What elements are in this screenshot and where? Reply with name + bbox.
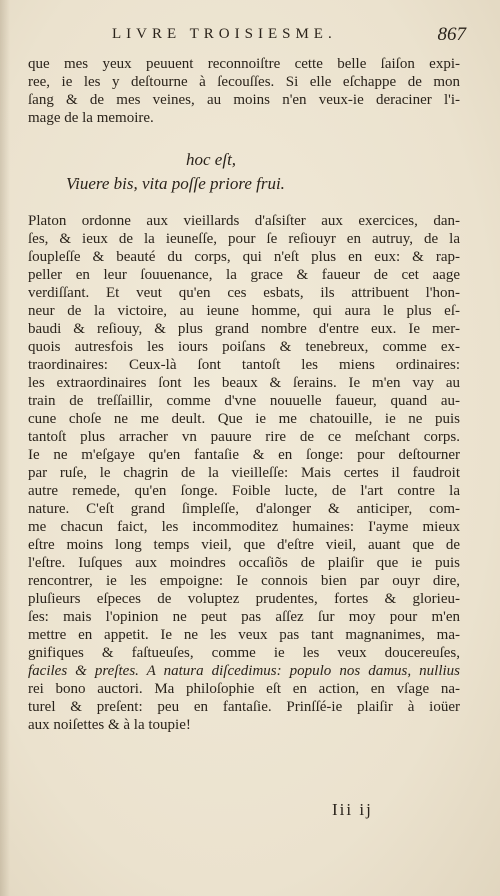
text-line: peller en leur ſouuenance, la grace & faueur de cet aage: [28, 267, 460, 283]
text-line: mage de la memoire.: [28, 110, 154, 126]
text-line: rencontrer, ie les empoigne: Ie connois bien par ouyr dire,: [28, 573, 460, 589]
page-number: 867: [437, 24, 466, 45]
quote-line: Viuere bis, vita poſſe priore frui.: [66, 174, 285, 193]
text-line: train de treſſaillir, comme d'vne nouuelle faueur, quand au-: [28, 393, 460, 409]
text-line: mettre en appetit. Ie ne les veux pas tant magnanimes, ma-: [28, 627, 460, 643]
text-line: verdiſſant. Et veut qu'en ces esbats, ils attribuent l'hon-: [28, 285, 460, 301]
page-header: [0, 26, 500, 52]
text-line: pluſieurs eſpeces de voluptez prudentes, fortes & glorieu-: [28, 591, 460, 607]
text-line: l'eſtre. Iuſques aux moindres occaſiõs de plaiſir que ie puis: [28, 555, 460, 571]
signature-mark: Iii ij: [332, 800, 373, 819]
text-line: Ie ne m'eſgaye qu'en fantaſie & en ſonge: pour deſtourner: [28, 447, 460, 463]
text-line: ſes, & ieux de la ieuneſſe, pour ſe reſiouyr en autruy, de la: [28, 231, 460, 247]
text-line: autre remede, qu'en ſonge. Foible lucte, de l'art contre la: [28, 483, 460, 499]
text-line: que mes yeux peuuent reconnoiſtre cette belle ſaiſon expi-: [28, 56, 460, 72]
text-line: aux noiſettes & à la toupie!: [28, 717, 191, 733]
running-head: LIVRE TROISIESME.: [112, 26, 337, 42]
text-line: gnifiques & faſtueuſes, comme ie les veux doucereuſes,: [28, 645, 460, 661]
text-line: ſes: mais l'opinion ne peut pas aſſez ſur moy pour m'en: [28, 609, 460, 625]
text-line: ree, ie les y deſtourne à ſecouſſes. Si elle eſchappe de mon: [28, 74, 460, 90]
gutter-shadow: [0, 0, 10, 896]
text-line: traordinaires: Ceux-là ſont tantoſt les miens ordinaires:: [28, 357, 460, 373]
quote-line: hoc eſt,: [186, 150, 237, 169]
text-line: baudi & reſiouy, & plus grand nombre d'entre eux. Ie mer-: [28, 321, 460, 337]
text-line: ſoupleſſe & beauté du corps, qui n'eſt plus en eux: & rap-: [28, 249, 460, 265]
text-line: faciles & preſtes. A natura diſcedimus: populo nos damus, nullius: [28, 663, 460, 679]
text-line: quois autresfois les iours poiſans & tenebreux, comme ex-: [28, 339, 460, 355]
text-line: rei bono auctori. Ma philoſophie eſt en action, en vſage na-: [28, 681, 460, 697]
text-line: les extraordinaires ſont les beaux & ſerains. Ie m'en vay au: [28, 375, 460, 391]
text-line: neur de la victoire, au ieune homme, qui aura le plus eſ-: [28, 303, 460, 319]
text-line: turel & preſent: peu en fantaſie. Prinſſé-ie plaiſir à ioüer: [28, 699, 460, 715]
text-line: tantoſt plus arracher vn pauure rire de ce meſchant corps.: [28, 429, 460, 445]
text-line: ſang & de mes veines, au moins n'en veux-ie deraciner l'i-: [28, 92, 460, 108]
text-line: Platon ordonne aux vieillards d'aſsiſter aux exercices, dan-: [28, 213, 460, 229]
text-line: par ruſe, le chagrin de la vieilleſſe: Mais certes il faudroit: [28, 465, 460, 481]
text-line: eſtre moins long temps vieil, que d'eſtre vieil, auant que de: [28, 537, 460, 553]
text-line: me chacun faict, les incommoditez humaines: I'ayme mieux: [28, 519, 460, 535]
text-line: cune choſe ne me deult. Que ie me chatouille, ie ne puis: [28, 411, 460, 427]
text-line: nature. C'eſt grand ſimpleſſe, d'alonger & anticiper, com-: [28, 501, 460, 517]
